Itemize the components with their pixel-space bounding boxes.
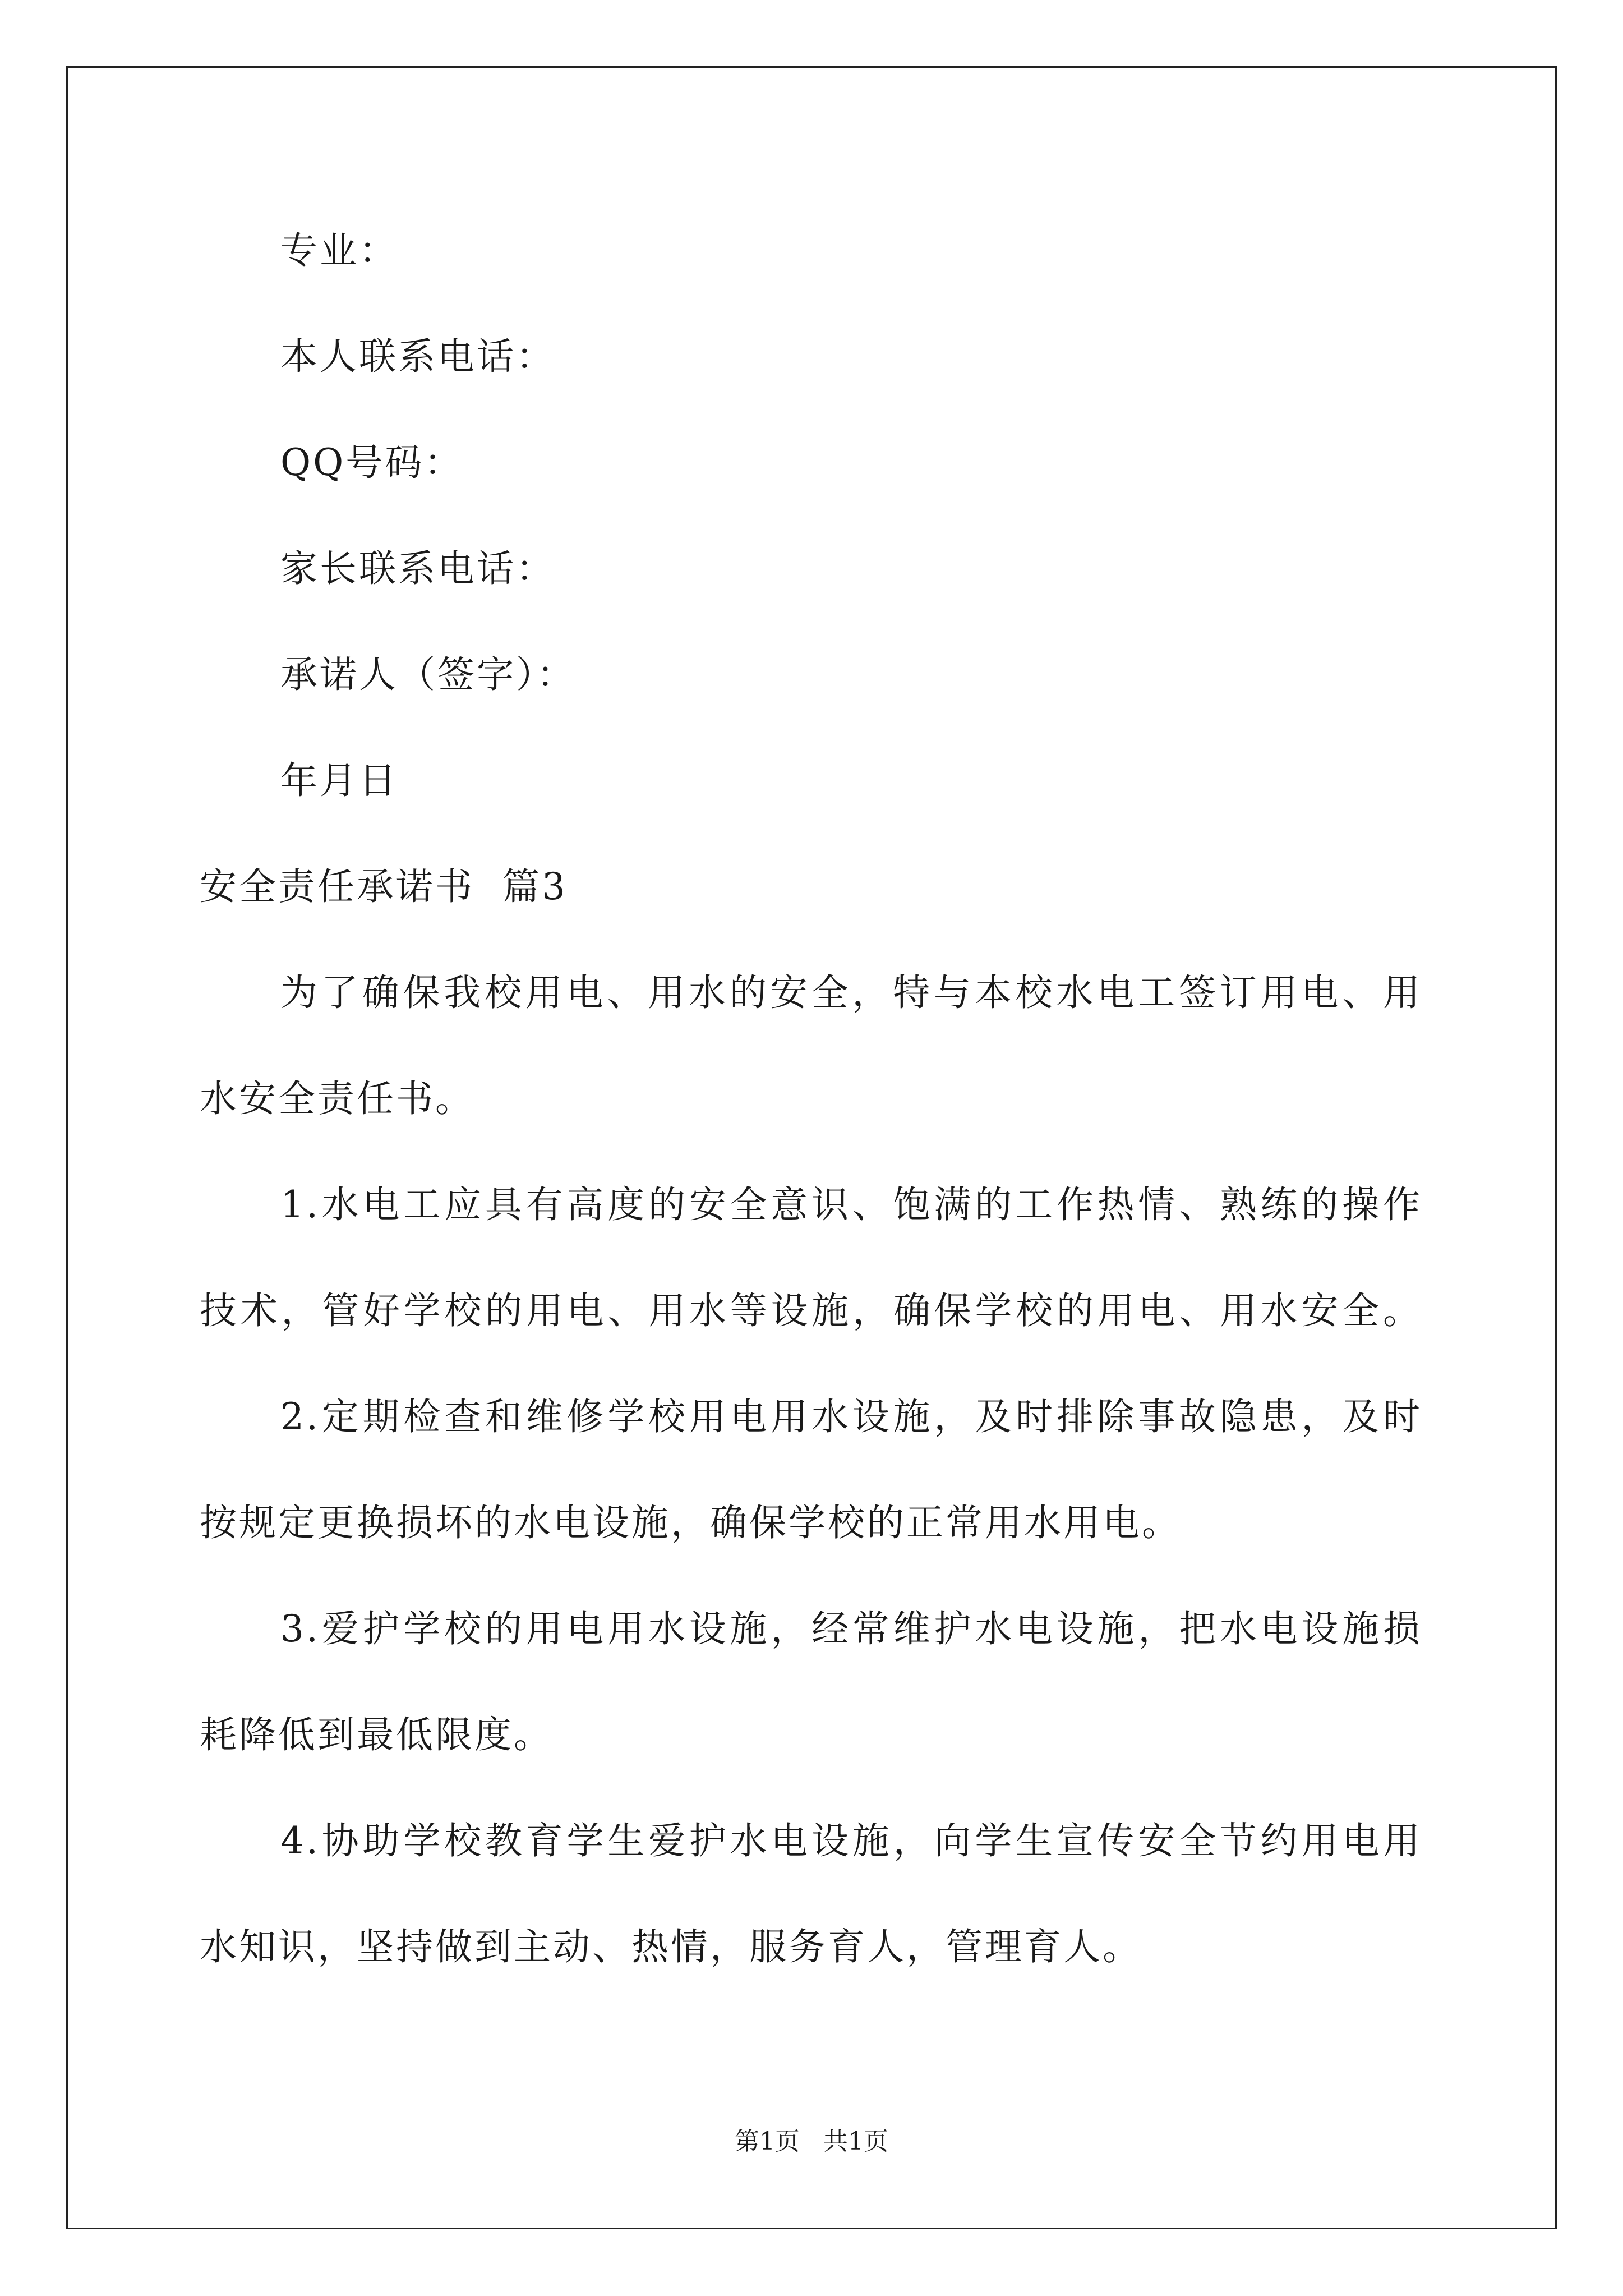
field-qq: QQ号码： bbox=[280, 441, 464, 484]
item-3-line-2: 耗降低到最低限度。 bbox=[200, 1713, 553, 1756]
item-4-line-1: 4.协助学校教育学生爱护水电设施，向学生宣传安全节约用电用 bbox=[280, 1819, 1422, 1862]
page-footer: 第1页 共1页 bbox=[735, 2127, 888, 2156]
intro-line-1: 为了确保我校用电、用水的安全，特与本校水电工签订用电、用 bbox=[280, 971, 1422, 1014]
item-2-line-2: 按规定更换损坏的水电设施，确保学校的正常用水用电。 bbox=[200, 1501, 1181, 1544]
field-major: 专业： bbox=[280, 229, 398, 272]
section-heading: 安全责任承诺书 篇3 bbox=[200, 865, 568, 908]
item-2-line-1: 2.定期检查和维修学校用电用水设施，及时排除事故隐患，及时 bbox=[280, 1395, 1422, 1438]
item-1-line-1: 1.水电工应具有高度的安全意识、饱满的工作热情、熟练的操作 bbox=[280, 1183, 1422, 1226]
field-phone: 本人联系电话： bbox=[280, 335, 555, 378]
item-3-line-1: 3.爱护学校的用电用水设施，经常维护水电设施，把水电设施损 bbox=[280, 1607, 1422, 1650]
item-4-line-2: 水知识，坚持做到主动、热情，服务育人，管理育人。 bbox=[200, 1925, 1142, 1968]
field-parent-phone: 家长联系电话： bbox=[280, 547, 555, 590]
field-signature: 承诺人（签字）： bbox=[280, 653, 576, 696]
field-date: 年月日 bbox=[280, 759, 398, 802]
intro-line-2: 水安全责任书。 bbox=[200, 1077, 474, 1120]
item-1-line-2: 技术，管好学校的用电、用水等设施，确保学校的用电、用水安全。 bbox=[200, 1289, 1422, 1332]
page-border bbox=[66, 66, 1557, 2229]
